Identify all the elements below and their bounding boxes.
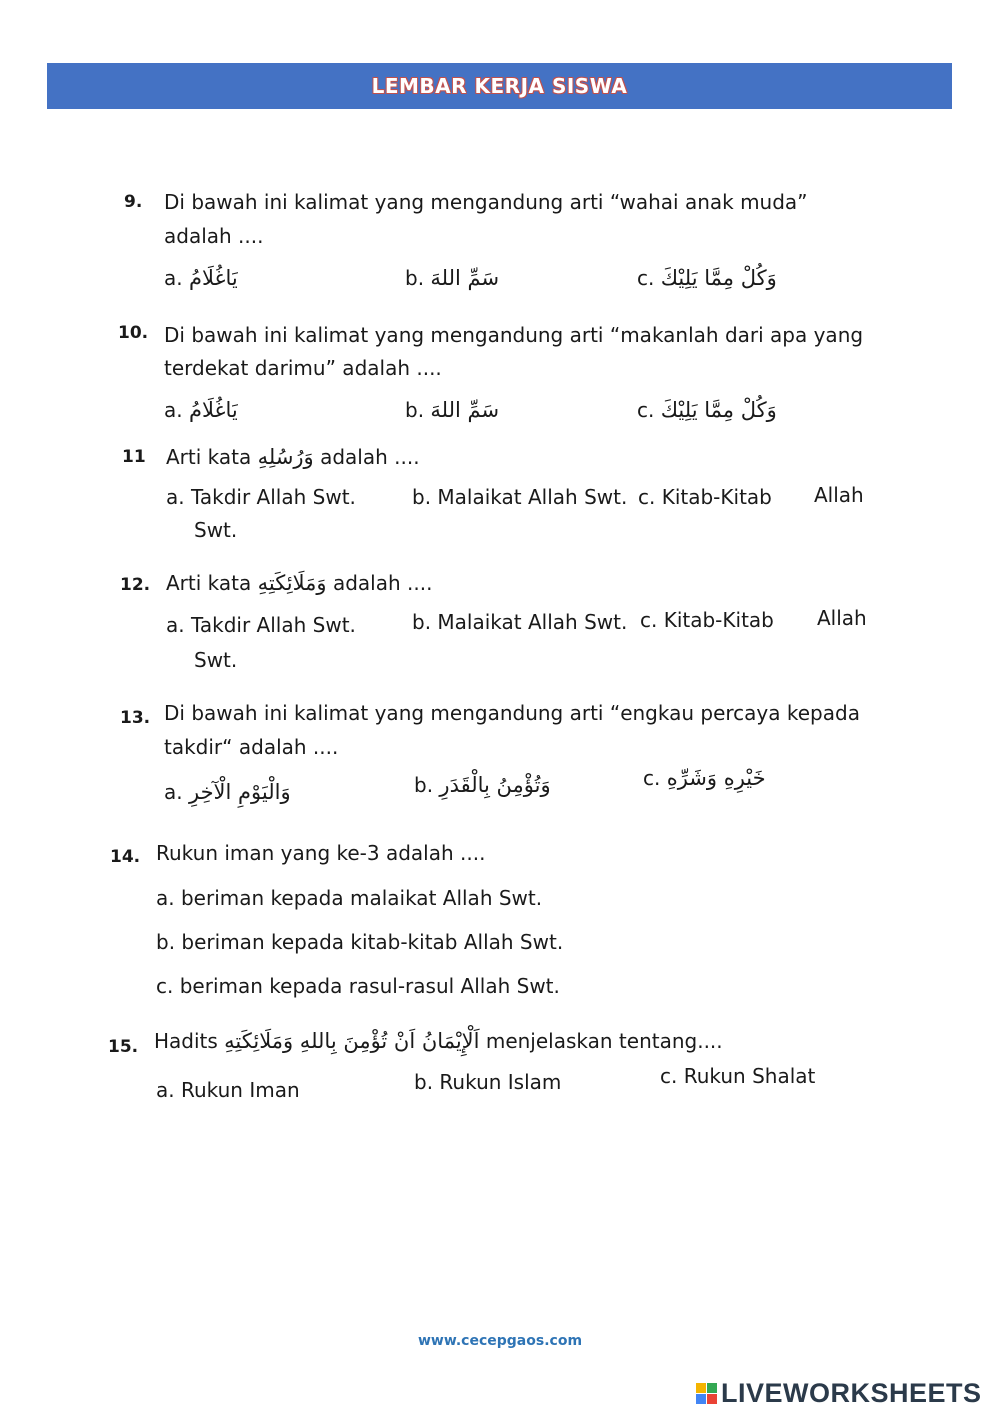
question-15-option-b[interactable]: b. Rukun Islam [414, 1070, 562, 1094]
arabic-text: وَمَلَائِكَتِهِ [257, 571, 327, 595]
question-15-option-c[interactable]: c. Rukun Shalat [660, 1064, 816, 1088]
arabic-text: يَاغُلَامُ [188, 266, 238, 290]
question-12-number: 12. [120, 575, 151, 595]
question-9-number: 9. [124, 192, 143, 212]
liveworksheets-logo-icon [696, 1383, 717, 1404]
header-banner [47, 63, 952, 109]
arabic-text: وَرُسُلِهِ [257, 445, 314, 469]
arabic-text: وَتُؤْمِنُ بِالْقَدَرِ [439, 773, 551, 797]
question-12-option-b[interactable]: b. Malaikat Allah Swt. [412, 610, 628, 634]
arabic-text: وَكُلْ مِمَّا يَلِيْكَ [660, 266, 777, 290]
question-12-option-a[interactable]: a. Takdir Allah Swt. [166, 613, 356, 637]
question-11-option-c-cont: Allah [814, 483, 864, 507]
question-11-option-a-wrap: Swt. [194, 518, 238, 542]
arabic-text: خَيْرِهِ وَشَرِّهِ [666, 766, 766, 790]
question-15-number: 15. [108, 1037, 139, 1057]
arabic-text: سَمِّ اللهَ [430, 398, 500, 422]
question-11-text: Arti kata وَرُسُلِهِ adalah .... [166, 445, 420, 469]
question-9-option-c[interactable]: c. وَكُلْ مِمَّا يَلِيْكَ [637, 266, 777, 290]
question-13-option-c[interactable]: c. خَيْرِهِ وَشَرِّهِ [643, 766, 766, 790]
page-title: LEMBAR KERJA SISWA [371, 74, 628, 98]
liveworksheets-wordmark: LIVEWORKSHEETS [721, 1378, 982, 1408]
question-10-option-b[interactable]: b. سَمِّ اللهَ [405, 398, 500, 422]
question-13-text-line1: Di bawah ini kalimat yang mengandung arti “engkau percaya kepada [164, 701, 860, 725]
liveworksheets-brand [696, 1378, 982, 1409]
question-14-option-a[interactable]: a. beriman kepada malaikat Allah Swt. [156, 886, 543, 910]
question-14-option-b[interactable]: b. beriman kepada kitab-kitab Allah Swt. [156, 930, 564, 954]
question-13-text-line2: takdir“ adalah .... [164, 735, 339, 759]
arabic-text: وَكُلْ مِمَّا يَلِيْكَ [660, 398, 777, 422]
question-15-text: Hadits اَلْإِيْمَانُ اَنْ تُؤْمِنَ بِاللهِ وَمَلَائِكَتِهِ menjelaskan tentang.... [154, 1029, 723, 1053]
question-12-option-c[interactable]: c. Kitab-Kitab [640, 608, 774, 632]
arabic-text: اَلْإِيْمَانُ اَنْ تُؤْمِنَ بِاللهِ وَمَلَائِكَتِهِ [224, 1029, 480, 1053]
arabic-text: يَاغُلَامُ [188, 398, 238, 422]
question-14-option-c[interactable]: c. beriman kepada rasul-rasul Allah Swt. [156, 974, 560, 998]
question-12-option-a-wrap: Swt. [194, 648, 238, 672]
question-14-text: Rukun iman yang ke-3 adalah .... [156, 841, 486, 865]
question-11-option-b[interactable]: b. Malaikat Allah Swt. [412, 485, 628, 509]
arabic-text: سَمِّ اللهَ [430, 266, 500, 290]
question-10-number: 10. [118, 323, 149, 343]
footer-website-link[interactable]: www.cecepgaos.com [417, 1333, 583, 1349]
question-14-number: 14. [110, 847, 141, 867]
question-12-option-c-cont: Allah [817, 606, 867, 630]
question-10-text-line1: Di bawah ini kalimat yang mengandung arti “makanlah dari apa yang [164, 323, 864, 347]
question-13-option-a[interactable]: a. وَالْيَوْمِ الْآخِرِ [164, 780, 291, 804]
question-9-text-line2: adalah .... [164, 224, 264, 248]
question-12-text: Arti kata وَمَلَائِكَتِهِ adalah .... [166, 571, 433, 595]
question-9-option-b[interactable]: b. سَمِّ اللهَ [405, 266, 500, 290]
question-13-option-b[interactable]: b. وَتُؤْمِنُ بِالْقَدَرِ [414, 773, 551, 797]
question-9-option-a[interactable]: a. يَاغُلَامُ [164, 266, 238, 290]
question-10-text-line2: terdekat darimu” adalah .... [164, 356, 442, 380]
question-15-option-a[interactable]: a. Rukun Iman [156, 1078, 300, 1102]
question-10-option-c[interactable]: c. وَكُلْ مِمَّا يَلِيْكَ [637, 398, 777, 422]
question-13-number: 13. [120, 708, 151, 728]
question-11-option-c[interactable]: c. Kitab-Kitab [638, 485, 772, 509]
question-11-number: 11 [122, 447, 146, 467]
question-10-option-a[interactable]: a. يَاغُلَامُ [164, 398, 238, 422]
question-9-text-line1: Di bawah ini kalimat yang mengandung arti “wahai anak muda” [164, 190, 808, 214]
question-11-option-a[interactable]: a. Takdir Allah Swt. [166, 485, 356, 509]
arabic-text: وَالْيَوْمِ الْآخِرِ [188, 780, 291, 804]
